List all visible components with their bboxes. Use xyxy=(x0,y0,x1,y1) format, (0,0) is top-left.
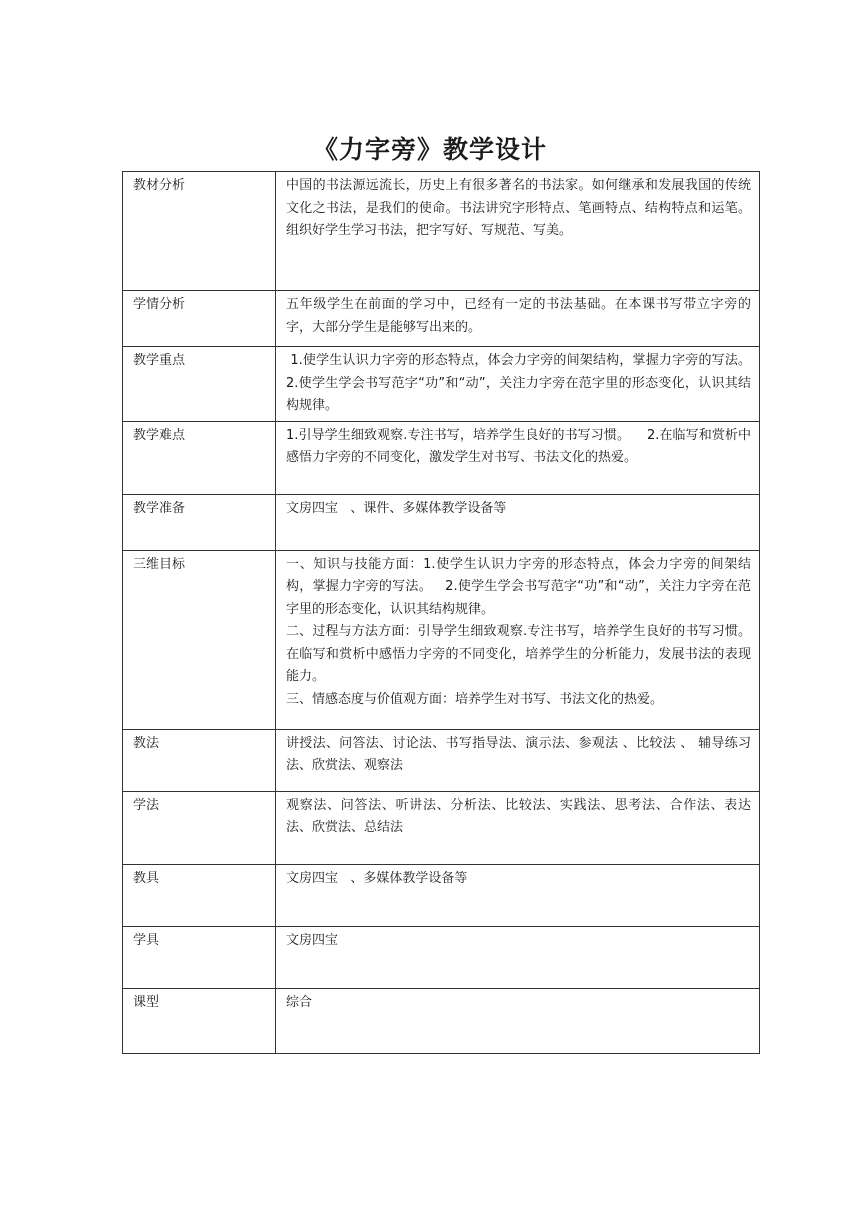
document-title: 《力字旁》教学设计 xyxy=(312,135,547,164)
goal-knowledge-skills: 一、知识与技能方面：1.使学生认识力字旁的形态特点，体会力字旁的间架结构，掌握力字旁的写法。 2.使学生学会书写范字“功”和“动”，关注力字旁在范字里的形态变化，认识其结构规律。 xyxy=(286,556,751,617)
table-row-student-analysis xyxy=(123,291,760,347)
row-content-textbook-analysis: 中国的书法源远流长，历史上有很多著名的书法家。如何继承和发展我国的传统文化之书法，是我们的使命。书法讲究字形特点、笔画特点、结构特点和运笔。组织好学生学习书法，把字写好、写规范、写美。 xyxy=(276,172,760,291)
row-content-teaching-preparation: 文房四宝 、课件、多媒体教学设备等 xyxy=(276,494,760,550)
table-row-learning-tools xyxy=(123,926,760,988)
row-content-learning-methods: 观察法、问答法、听讲法、分析法、比较法、实践法、思考法、合作法、表达法、欣赏法、总结法 xyxy=(276,791,760,864)
table-row-three-dimensional-goals xyxy=(123,550,760,729)
row-content-learning-tools: 文房四宝 xyxy=(276,926,760,988)
row-content-student-analysis: 五年级学生在前面的学习中，已经有一定的书法基础。在本课书写带立字旁的字，大部分学生是能够写出来的。 xyxy=(276,291,760,347)
row-label-learning-methods: 学法 xyxy=(123,791,276,864)
lesson-plan-table xyxy=(122,171,772,1054)
row-label-learning-tools: 学具 xyxy=(123,926,276,988)
table-row-teaching-methods xyxy=(123,729,760,791)
row-content-three-dimensional-goals xyxy=(276,550,772,729)
row-label-key-points: 教学重点 xyxy=(123,347,276,422)
row-content-teaching-methods: 讲授法、问答法、讨论法、书写指导法、演示法、参观法 、比较法 、 辅导练习法、欣赏法、观察法 xyxy=(276,729,760,791)
row-label-three-dimensional-goals: 三维目标 xyxy=(123,550,276,729)
row-content-difficult-points: 1.引导学生细致观察.专注书写，培养学生良好的书写习惯。 2.在临写和赏析中感悟力字旁的不同变化，激发学生对书写、书法文化的热爱。 xyxy=(276,421,760,494)
goal-emotion-values: 三、情感态度与价值观方面：培养学生对书写、书法文化的热爱。 xyxy=(286,691,664,707)
row-content-lesson-type: 综合 xyxy=(276,988,760,1053)
row-label-teaching-methods: 教法 xyxy=(123,729,276,791)
row-label-student-analysis: 学情分析 xyxy=(123,291,276,347)
row-label-teaching-tools: 教具 xyxy=(123,864,276,926)
table-row-learning-methods xyxy=(123,791,760,864)
row-label-lesson-type: 课型 xyxy=(123,988,276,1053)
row-content-teaching-tools: 文房四宝 、多媒体教学设备等 xyxy=(276,864,760,926)
row-label-textbook-analysis: 教材分析 xyxy=(123,172,276,291)
row-content-key-points: 1.使学生认识力字旁的形态特点，体会力字旁的间架结构，掌握力字旁的写法。 2.使学生学会书写范字“功”和“动”，关注力字旁在范字里的形态变化，认识其结构规律。 xyxy=(276,347,760,422)
table-row-key-points xyxy=(123,347,760,422)
table-row-lesson-type xyxy=(123,988,760,1053)
table-row-teaching-preparation xyxy=(123,494,760,550)
table-row-teaching-tools xyxy=(123,864,760,926)
goal-process-methods: 二、过程与方法方面：引导学生细致观察.专注书写，培养学生良好的书写习惯。 在临写和赏析中感悟力字旁的不同变化，培养学生的分析能力，发展书法的表现能力。 xyxy=(286,624,772,684)
row-label-difficult-points: 教学难点 xyxy=(123,421,276,494)
table-row-difficult-points xyxy=(123,421,760,494)
table-row-textbook-analysis xyxy=(123,172,760,291)
row-label-teaching-preparation: 教学准备 xyxy=(123,494,276,550)
